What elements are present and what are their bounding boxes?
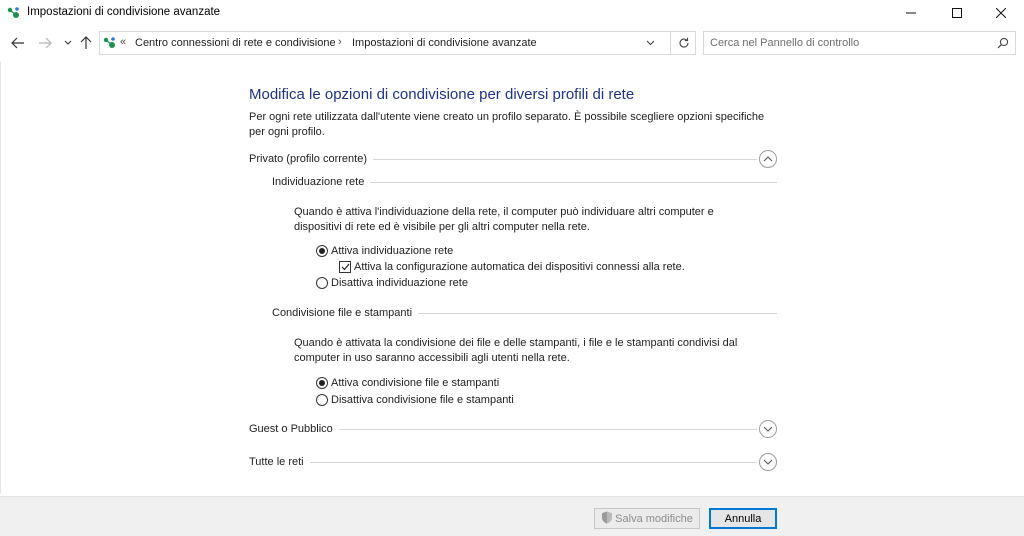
cancel-button[interactable]	[709, 508, 777, 529]
chevron-down-icon	[64, 40, 72, 46]
checkmark-icon	[341, 263, 350, 271]
expand-guest-button[interactable]	[759, 420, 777, 438]
discovery-on-option[interactable]	[316, 243, 453, 258]
main-content	[0, 62, 1024, 496]
arrow-right-icon	[38, 37, 52, 49]
profile-guest-header[interactable]	[249, 420, 779, 440]
discovery-on-radio[interactable]	[316, 245, 328, 257]
network-discovery-header	[272, 175, 777, 191]
recent-locations-button[interactable]	[60, 35, 76, 51]
file-sharing-title: Condivisione file e stampanti	[272, 307, 418, 319]
profile-private-label: Privato (profilo corrente)	[249, 153, 373, 165]
chevron-down-icon	[763, 459, 773, 465]
file-sharing-off-label: Disattiva condivisione file e stampanti	[331, 393, 514, 406]
save-label: Salva modifiche	[615, 512, 693, 525]
profile-all-header[interactable]	[249, 453, 779, 473]
file-sharing-on-label: Attiva condivisione file e stampanti	[331, 376, 500, 389]
close-button[interactable]	[978, 0, 1024, 26]
cancel-label: Annulla	[724, 512, 762, 525]
uac-shield-icon	[601, 511, 613, 527]
network-discovery-description: Quando è attiva l'individuazione della rete, il computer può individuare altri computer e dispositivi di rete ed è visibile per gli altri computer nella rete.	[294, 206, 714, 233]
search-icon[interactable]	[997, 37, 1009, 52]
auto-setup-option[interactable]	[339, 259, 685, 274]
minimize-icon	[906, 8, 916, 18]
network-sharing-icon	[7, 6, 21, 20]
window-title: Impostazioni di condivisione avanzate	[27, 6, 221, 18]
network-sharing-icon	[103, 36, 117, 50]
breadcrumb-advanced-sharing[interactable]: Impostazioni di condivisione avanzate	[352, 37, 537, 49]
maximize-button[interactable]	[934, 0, 980, 26]
close-icon	[996, 8, 1006, 18]
discovery-off-label: Disattiva individuazione rete	[331, 276, 468, 289]
network-discovery-title: Individuazione rete	[272, 176, 370, 188]
profile-all-label: Tutte le reti	[249, 456, 310, 468]
arrow-up-icon	[80, 36, 92, 50]
divider	[249, 462, 757, 463]
intro-text: Per ogni rete utilizzata dall'utente viene creato un profilo separato. È possibile scegliere opzioni specifiche per ogni profilo.	[249, 111, 765, 138]
breadcrumb-network-center[interactable]: Centro connessioni di rete e condivisione	[135, 37, 336, 49]
expand-all-button[interactable]	[759, 453, 777, 471]
back-button[interactable]	[10, 35, 26, 51]
address-bar[interactable]	[99, 31, 696, 55]
file-sharing-on-radio[interactable]	[316, 377, 328, 389]
up-button[interactable]	[78, 35, 94, 51]
discovery-on-label: Attiva individuazione rete	[331, 244, 454, 257]
profile-guest-label: Guest o Pubblico	[249, 423, 339, 435]
auto-setup-checkbox[interactable]	[339, 261, 351, 273]
arrow-left-icon	[11, 37, 25, 49]
footer-bar	[0, 496, 1024, 536]
discovery-off-option[interactable]	[316, 275, 468, 290]
chevron-down-icon	[763, 426, 773, 432]
breadcrumb-separator[interactable]: ›	[338, 36, 342, 48]
breadcrumb-overflow[interactable]: «	[120, 36, 127, 48]
profile-private-header[interactable]	[249, 150, 779, 170]
save-button[interactable]	[594, 508, 700, 529]
minimize-button[interactable]	[888, 0, 934, 26]
collapse-private-button[interactable]	[759, 150, 777, 168]
file-sharing-off-option[interactable]	[316, 392, 514, 407]
chevron-up-icon	[763, 156, 773, 162]
address-dropdown-button[interactable]	[639, 32, 661, 54]
refresh-icon	[678, 37, 690, 49]
file-sharing-off-radio[interactable]	[316, 394, 328, 406]
title-bar	[0, 0, 1024, 26]
file-sharing-on-option[interactable]	[316, 375, 499, 390]
auto-setup-label: Attiva la configurazione automatica dei dispositivi connessi alla rete.	[354, 260, 685, 273]
chevron-down-icon	[646, 40, 655, 46]
discovery-off-radio[interactable]	[316, 277, 328, 289]
file-sharing-description: Quando è attivata la condivisione dei file e delle stampanti, i file e le stampanti condivisi dal computer in uso saranno accessibili agli utenti nella rete.	[294, 337, 738, 364]
file-sharing-header	[272, 306, 777, 322]
refresh-button[interactable]	[670, 32, 696, 54]
forward-button[interactable]	[37, 35, 53, 51]
search-input[interactable]	[710, 35, 990, 51]
search-box[interactable]	[703, 31, 1016, 55]
maximize-icon	[952, 8, 962, 18]
page-title: Modifica le opzioni di condivisione per diversi profili di rete	[249, 86, 635, 103]
